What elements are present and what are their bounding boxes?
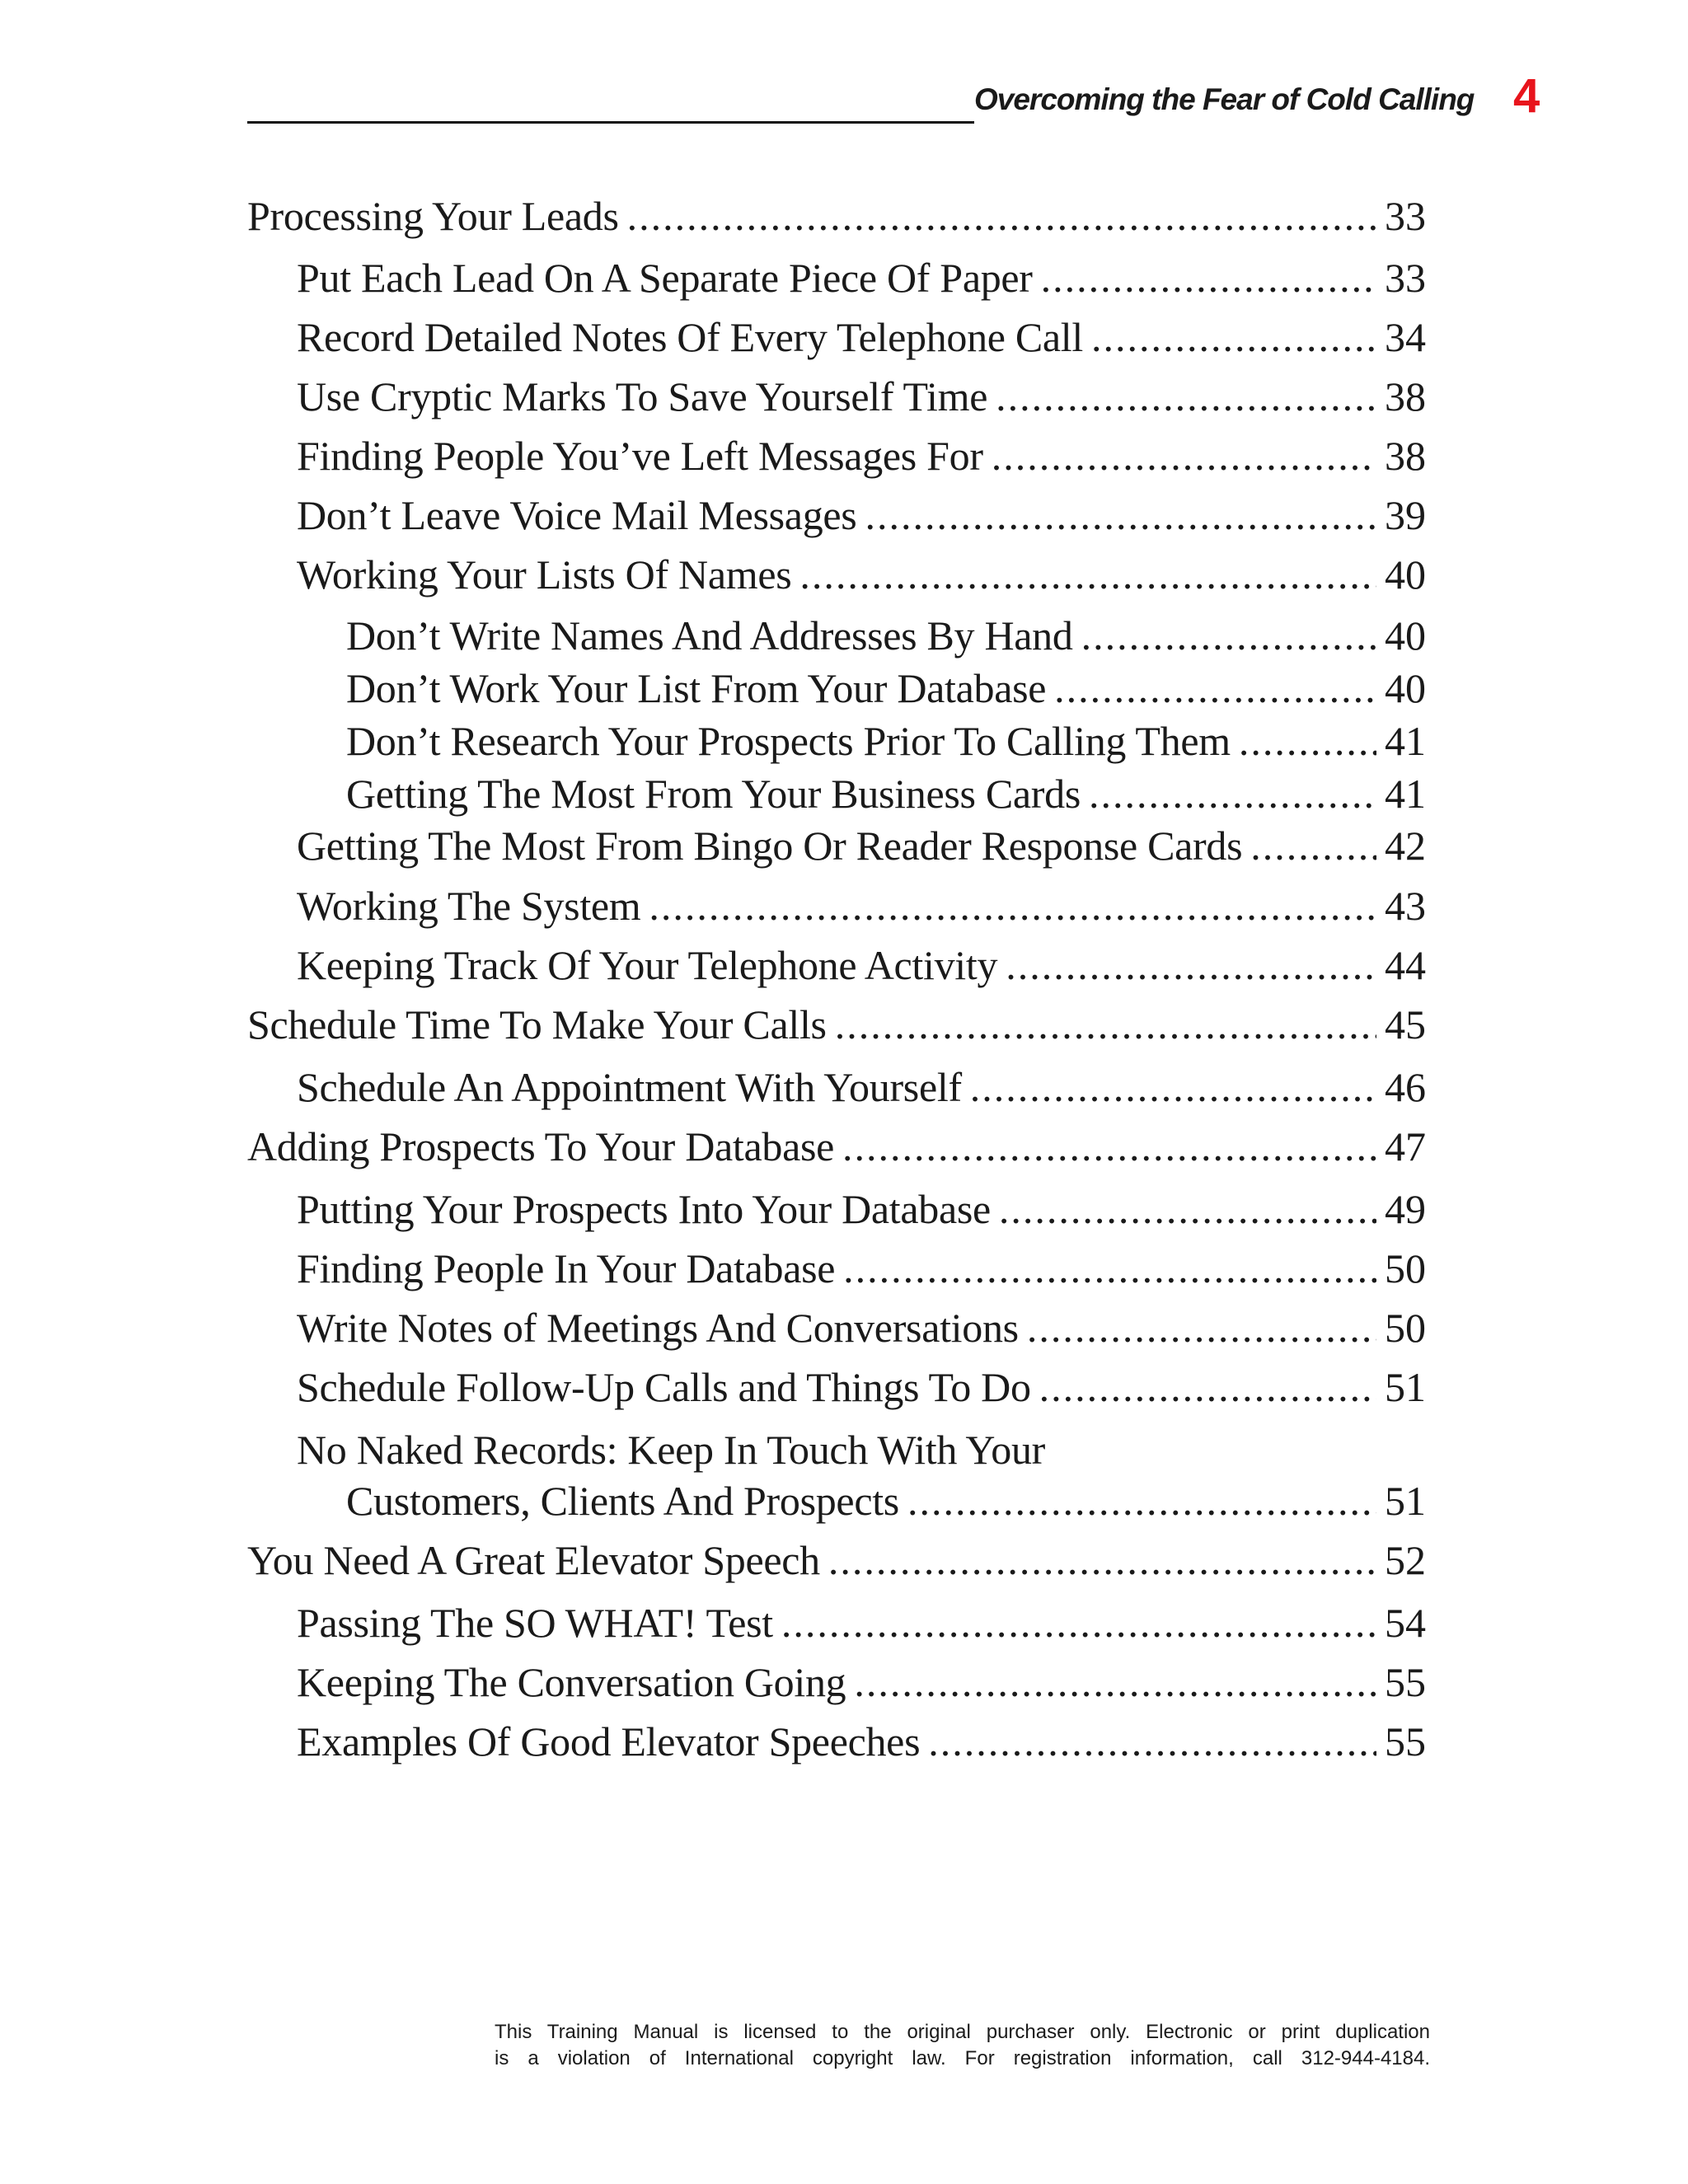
toc-entry [346, 717, 1426, 766]
toc-entry [297, 941, 1426, 991]
toc-entry [346, 612, 1426, 661]
toc-entry-title-continuation: Customers, Clients And Prospects [346, 1478, 899, 1524]
toc-entry-page: 51 [1385, 1478, 1426, 1524]
toc-entry [297, 1304, 1426, 1353]
dot-leader [1239, 717, 1376, 765]
copyright-line-2: is a violation of International copyright law. For registration information, call 312-944-4184. [495, 2047, 1430, 2069]
running-header-title: Overcoming the Fear of Cold Calling [974, 82, 1475, 116]
toc-entry [297, 1658, 1426, 1708]
copyright-line-1: This Training Manual is licensed to the original purchaser only. Electronic or print duplication [495, 2021, 1430, 2043]
toc-entry-page: 45 [1385, 1001, 1426, 1047]
toc-entry [297, 822, 1426, 871]
toc-entry-page: 46 [1385, 1064, 1426, 1110]
toc-entry [297, 1244, 1426, 1294]
dot-leader [1081, 612, 1376, 659]
toc-entry-title: Passing The SO WHAT! Test [297, 1600, 773, 1646]
dot-leader [1091, 313, 1376, 361]
toc-entry [346, 1477, 1426, 1526]
toc-entry-title: Put Each Lead On A Separate Piece Of Paper [297, 255, 1033, 301]
dot-leader [627, 192, 1376, 240]
toc-entry-page: 49 [1385, 1186, 1426, 1232]
dot-leader [1039, 1363, 1376, 1411]
toc-entry-title: Don’t Write Names And Addresses By Hand [346, 612, 1073, 658]
dot-leader [828, 1536, 1376, 1584]
page-number: 4 [1513, 69, 1540, 123]
toc-entry-title: Working Your Lists Of Names [297, 551, 792, 598]
header-rule [247, 121, 974, 124]
toc-entry-title: Schedule Time To Make Your Calls [247, 1001, 827, 1047]
toc-entry [247, 1536, 1426, 1586]
toc-entry-title: Write Notes of Meetings And Conversations [297, 1305, 1019, 1351]
toc-entry-page: 54 [1385, 1600, 1426, 1646]
dot-leader [835, 1001, 1376, 1048]
toc-entry-title: Finding People In Your Database [297, 1245, 836, 1291]
toc-entry [297, 882, 1426, 931]
dot-leader [928, 1718, 1376, 1765]
toc-entry-title: Schedule Follow-Up Calls and Things To Do [297, 1364, 1031, 1410]
toc-entry-title: You Need A Great Elevator Speech [247, 1537, 820, 1583]
toc-entry-page: 51 [1385, 1364, 1426, 1410]
toc-entry-page: 34 [1385, 314, 1426, 360]
toc-entry-page: 40 [1385, 665, 1426, 711]
toc-entry-title: Keeping Track Of Your Telephone Activity [297, 942, 998, 988]
toc-entry [297, 491, 1426, 541]
toc-entry [297, 254, 1426, 303]
dot-leader [1089, 770, 1376, 818]
toc-entry-title: Putting Your Prospects Into Your Database [297, 1186, 991, 1232]
toc-entry-title: Adding Prospects To Your Database [247, 1123, 835, 1169]
dot-leader [1006, 941, 1376, 989]
toc-entry-page: 38 [1385, 433, 1426, 479]
toc-entry-title: Don’t Research Your Prospects Prior To Calling Them [346, 718, 1231, 764]
toc-entry-title: Keeping The Conversation Going [297, 1659, 846, 1705]
toc-entry-page: 33 [1385, 255, 1426, 301]
toc-entry [247, 192, 1426, 241]
toc-entry [247, 1001, 1426, 1050]
toc-entry [297, 313, 1426, 363]
toc-entry-page: 44 [1385, 942, 1426, 988]
toc-entry-title: Schedule An Appointment With Yourself [297, 1064, 962, 1110]
toc-entry [297, 1718, 1426, 1767]
toc-entry-title: Don’t Work Your List From Your Database [346, 665, 1047, 711]
toc-entry-page: 50 [1385, 1305, 1426, 1351]
toc-entry [346, 770, 1426, 819]
dot-leader [865, 491, 1376, 539]
toc-entry-page: 41 [1385, 771, 1426, 817]
dot-leader [999, 1185, 1376, 1233]
dot-leader [1041, 254, 1376, 302]
toc-entry-title: Record Detailed Notes Of Every Telephone Call [297, 314, 1083, 360]
toc-entry [297, 551, 1426, 600]
toc-entry-title: Processing Your Leads [247, 193, 619, 239]
toc-entry-page: 50 [1385, 1245, 1426, 1291]
dot-leader [970, 1063, 1376, 1111]
toc-entry-title: Examples Of Good Elevator Speeches [297, 1718, 921, 1765]
toc-entry [297, 1363, 1426, 1413]
toc-entry-title: No Naked Records: Keep In Touch With Your [297, 1427, 1045, 1473]
toc-entry-page: 40 [1385, 551, 1426, 598]
dot-leader [907, 1477, 1376, 1525]
toc-entry [297, 373, 1426, 422]
toc-entry-page: 55 [1385, 1659, 1426, 1705]
toc-entry-page: 43 [1385, 883, 1426, 929]
dot-leader [1054, 664, 1376, 712]
dot-leader [1027, 1304, 1376, 1352]
toc-entry-title: Finding People You’ve Left Messages For [297, 433, 983, 479]
toc-entry [297, 1185, 1426, 1235]
toc-entry-page: 42 [1385, 823, 1426, 869]
dot-leader [996, 373, 1376, 420]
toc-entry-title: Working The System [297, 883, 641, 929]
toc-entry-page: 38 [1385, 373, 1426, 419]
toc-entry-page: 39 [1385, 492, 1426, 538]
copyright-notice [495, 2019, 1430, 2072]
toc-entry-title: Don’t Leave Voice Mail Messages [297, 492, 857, 538]
toc-entry-page: 40 [1385, 612, 1426, 658]
toc-entry [297, 1599, 1426, 1648]
dot-leader [992, 432, 1376, 480]
toc-entry-title: Getting The Most From Your Business Cards [346, 771, 1081, 817]
dot-leader [781, 1599, 1376, 1647]
toc-entry-page: 41 [1385, 718, 1426, 764]
toc-entry-title: Use Cryptic Marks To Save Yourself Time [297, 373, 988, 419]
toc-entry-page: 33 [1385, 193, 1426, 239]
dot-leader [854, 1658, 1376, 1706]
dot-leader [1250, 822, 1376, 869]
toc-entry-title: Getting The Most From Bingo Or Reader Response Cards [297, 823, 1243, 869]
toc-entry [247, 1122, 1426, 1172]
toc-entry [297, 1063, 1426, 1113]
toc-entry-page: 55 [1385, 1718, 1426, 1765]
dot-leader [799, 551, 1376, 598]
toc-entry [346, 664, 1426, 714]
dot-leader [649, 882, 1376, 930]
toc-entry [297, 432, 1426, 481]
dot-leader [843, 1244, 1376, 1292]
toc-entry-page: 47 [1385, 1123, 1426, 1169]
toc-entry-page: 52 [1385, 1537, 1426, 1583]
dot-leader [842, 1122, 1376, 1170]
